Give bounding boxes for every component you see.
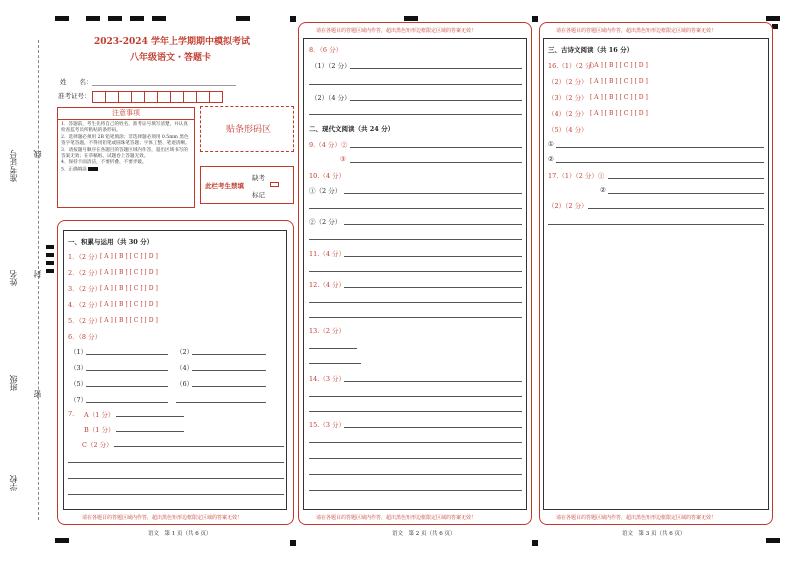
answer-line[interactable] xyxy=(344,287,522,288)
choice-num: 2．（2 分） xyxy=(68,269,102,277)
warning-text: 请在各题目的答题区域内作答，超出黑色矩形边框限定区域的答案无效！ xyxy=(556,28,717,34)
answer-line[interactable] xyxy=(68,478,284,479)
blank-field[interactable] xyxy=(192,370,266,371)
choice-options[interactable]: [ A ] [ B ] [ C ] [ D ] xyxy=(100,317,158,324)
timing-mark xyxy=(46,253,54,257)
timing-mark xyxy=(532,540,538,546)
timing-mark xyxy=(236,16,250,21)
absent-text: 标记 xyxy=(252,191,265,199)
question-8-1: （1）（2 分） xyxy=(311,62,351,70)
question-8-2: （2）（4 分） xyxy=(311,94,351,102)
timing-mark xyxy=(55,538,69,543)
question-7b: B（1 分） xyxy=(84,426,115,434)
blank-label: （4） xyxy=(176,364,194,372)
question-17-2: （2）（2 分） xyxy=(548,202,588,210)
id-label: 准考证号： xyxy=(58,92,91,100)
choice-num: 3．（2 分） xyxy=(68,285,102,293)
answer-line[interactable] xyxy=(309,239,522,240)
answer-line[interactable] xyxy=(309,208,522,209)
choice-options[interactable]: [ A ] [ B ] [ C ] [ D ] xyxy=(100,285,158,292)
answer-line[interactable] xyxy=(309,442,522,443)
barcode-label: 贴条形码区 xyxy=(226,125,272,135)
blank-field[interactable] xyxy=(192,386,266,387)
timing-mark xyxy=(46,261,54,265)
question-9: 9.（4 分）② xyxy=(309,141,348,149)
answer-line[interactable] xyxy=(309,411,522,412)
blank-label: （1） xyxy=(70,348,88,356)
timing-mark xyxy=(766,16,780,21)
blank-field[interactable] xyxy=(176,402,266,403)
warning-text: 请在各题目的答题区域内作答，超出黑色矩形边框限定区域的答案无效！ xyxy=(556,515,717,521)
question-14: 14.（3 分） xyxy=(309,375,346,383)
question-12: 12.（4 分） xyxy=(309,281,346,289)
binding-line xyxy=(38,40,39,520)
choice-num: 4．（2 分） xyxy=(68,301,102,309)
exam-subtitle: 八年级语文・答题卡 xyxy=(130,53,212,63)
answer-line[interactable] xyxy=(350,147,522,148)
timing-mark xyxy=(290,16,296,22)
question-6: 6．（8 分） xyxy=(68,333,102,341)
answer-line[interactable] xyxy=(608,193,764,194)
answer-line[interactable] xyxy=(350,162,522,163)
notice-title: 注意事项 xyxy=(58,108,194,120)
answer-line[interactable] xyxy=(309,84,522,85)
blank-label: （2） xyxy=(176,348,194,356)
side-label-line: 线 xyxy=(33,150,42,158)
page-footer: 语文 第 3 页（共 6 页） xyxy=(622,531,686,537)
question-7a: A（1 分） xyxy=(84,411,115,419)
choice-num: （4）（2 分） xyxy=(548,110,588,118)
choice-options[interactable]: [ A ] [ B ] [ C ] [ D ] xyxy=(590,78,648,85)
question-17b: ② xyxy=(600,186,606,194)
answer-line[interactable] xyxy=(344,381,522,382)
side-label-school: 学校 xyxy=(9,475,18,491)
timing-mark xyxy=(130,16,144,21)
notice-item: 1．答题前，考生先将自己的姓名，准考证号填写清楚，并认真检查监考员所粘贴的条形码。 xyxy=(61,122,188,134)
choice-options[interactable]: [ A ] [ B ] [ C ] [ D ] xyxy=(590,94,648,101)
id-boxes[interactable] xyxy=(92,88,222,107)
question-10-2: ②（2 分） xyxy=(309,218,342,226)
timing-mark xyxy=(46,245,54,249)
warning-text: 请在各题目的答题区域内作答，超出黑色矩形边框限定区域的答案无效！ xyxy=(316,515,477,521)
choice-options[interactable]: [ A ] [ B ] [ C ] [ D ] xyxy=(100,301,158,308)
blank-field[interactable] xyxy=(86,370,168,371)
answer-line[interactable] xyxy=(68,494,284,495)
answer-line[interactable] xyxy=(344,224,522,225)
answer-line[interactable] xyxy=(350,68,522,69)
name-field[interactable] xyxy=(92,85,236,86)
question-16-5: （5）（4 分） xyxy=(548,126,588,134)
answer-line[interactable] xyxy=(344,427,522,428)
timing-mark xyxy=(404,16,418,21)
timing-mark xyxy=(532,16,538,22)
warning-text: 请在各题目的答题区域内作答，超出黑色矩形边框限定区域的答案无效！ xyxy=(82,515,243,521)
filled-sample xyxy=(88,167,98,171)
blank-label: （5） xyxy=(70,380,88,388)
choice-num: 1．（2 分） xyxy=(68,253,102,261)
answer-line[interactable] xyxy=(68,462,284,463)
choice-options[interactable]: [ A ] [ B ] [ C ] [ D ] xyxy=(100,253,158,260)
blank-label: （6） xyxy=(176,380,194,388)
answer-line[interactable] xyxy=(344,193,522,194)
notice-item: 3．请按题号顺序在各题目的答题区域内作答，超出区域书写的答案无效；在草稿纸、试题卷上答题无效。 xyxy=(61,147,188,160)
answer-line[interactable] xyxy=(309,396,522,397)
question-8: 8．（6 分） xyxy=(309,46,343,54)
timing-mark xyxy=(290,540,296,546)
notice-item: 5．正确填涂 xyxy=(61,167,87,173)
answer-line[interactable] xyxy=(556,162,764,163)
blank-field[interactable] xyxy=(86,386,168,387)
answer-line[interactable] xyxy=(608,178,764,179)
circle-1: ① xyxy=(548,140,554,148)
choice-options[interactable]: [ A ] [ B ] [ C ] [ D ] xyxy=(590,110,648,117)
answer-line[interactable] xyxy=(116,431,184,432)
notice-box xyxy=(57,107,195,208)
choice-num: （2）（2 分） xyxy=(548,78,588,86)
question-11: 11.（4 分） xyxy=(309,250,346,258)
answer-line[interactable] xyxy=(309,458,522,459)
question-10-1: ①（2 分） xyxy=(309,187,342,195)
timing-mark xyxy=(46,269,54,273)
notice-item: 4．保持卡面清洁，不要折叠、不要弄破。 xyxy=(61,160,147,166)
question-15: 15.（3 分） xyxy=(309,421,346,429)
side-label-fold: 密 xyxy=(33,390,42,398)
timing-mark xyxy=(86,16,100,21)
choice-num: 5．（2 分） xyxy=(68,317,102,325)
circle-2: ② xyxy=(548,155,554,163)
blank-field[interactable] xyxy=(86,402,168,403)
question-7c: C（2 分） xyxy=(82,441,113,449)
answer-line[interactable] xyxy=(309,490,522,491)
absent-checkbox[interactable] xyxy=(270,182,279,187)
side-label-class: 班级 xyxy=(9,375,18,391)
choice-num: 16.（1）（2 分） xyxy=(548,62,598,70)
question-10: 10.（4 分） xyxy=(309,172,346,180)
warning-text: 请在各题目的答题区域内作答，超出黑色矩形边框限定区域的答案无效！ xyxy=(316,28,477,34)
name-label: 姓 名： xyxy=(60,78,93,86)
choice-options[interactable]: [ A ] [ B ] [ C ] [ D ] xyxy=(100,269,158,276)
question-9b: ③ xyxy=(340,155,346,163)
answer-line[interactable] xyxy=(309,363,361,364)
absent-text: 缺考 xyxy=(252,174,265,182)
choice-options[interactable]: [ A ] [ B ] [ C ] [ D ] xyxy=(590,62,648,69)
blank-label: （7） xyxy=(70,396,88,404)
section1-title: 一、积累与运用（共 30 分） xyxy=(68,238,154,246)
side-label-name: 姓名 xyxy=(9,270,18,286)
page-footer: 语文 第 1 页（共 6 页） xyxy=(148,531,212,537)
answer-line[interactable] xyxy=(309,317,522,318)
absent-label: 此栏考生禁填 xyxy=(205,182,244,190)
timing-mark xyxy=(108,16,122,21)
answer-line[interactable] xyxy=(556,147,764,148)
answer-line[interactable] xyxy=(350,100,522,101)
blank-field[interactable] xyxy=(86,354,168,355)
question-7: 7. xyxy=(68,410,75,418)
timing-mark xyxy=(55,16,69,21)
answer-line[interactable] xyxy=(309,114,522,115)
blank-field[interactable] xyxy=(192,354,266,355)
side-label-seal: 封 xyxy=(33,270,42,278)
blank-label: （3） xyxy=(70,364,88,372)
timing-mark xyxy=(152,16,166,21)
question-17: 17.（1）（2 分）① xyxy=(548,172,605,180)
answer-line[interactable] xyxy=(548,224,764,225)
page-footer: 语文 第 2 页（共 6 页） xyxy=(392,531,456,537)
answer-line[interactable] xyxy=(309,348,357,349)
answer-line[interactable] xyxy=(309,271,522,272)
answer-line[interactable] xyxy=(588,208,764,209)
section2-title: 二、现代文阅读（共 24 分） xyxy=(309,125,395,133)
answer-line[interactable] xyxy=(309,474,522,475)
answer-line[interactable] xyxy=(116,416,184,417)
question-13: 13.（2 分） xyxy=(309,327,346,335)
side-label-id: 准考证号 xyxy=(9,150,18,182)
choice-num: （3）（2 分） xyxy=(548,94,588,102)
page2-box xyxy=(303,38,527,510)
answer-line[interactable] xyxy=(114,446,284,447)
notice-item: 2．选择题必须用 2B 铅笔填涂；非选择题必须用 0.5mm 黑色签字笔答题，不得用铅笔或圆珠笔答题；字体工整、笔迹清晰。 xyxy=(61,134,190,147)
exam-title: 2023-2024 学年上学期期中模拟考试 xyxy=(94,37,250,47)
section3-title: 三、古诗文阅读（共 16 分） xyxy=(548,46,634,54)
answer-line[interactable] xyxy=(309,302,522,303)
timing-mark xyxy=(766,538,780,543)
answer-line[interactable] xyxy=(344,256,522,257)
